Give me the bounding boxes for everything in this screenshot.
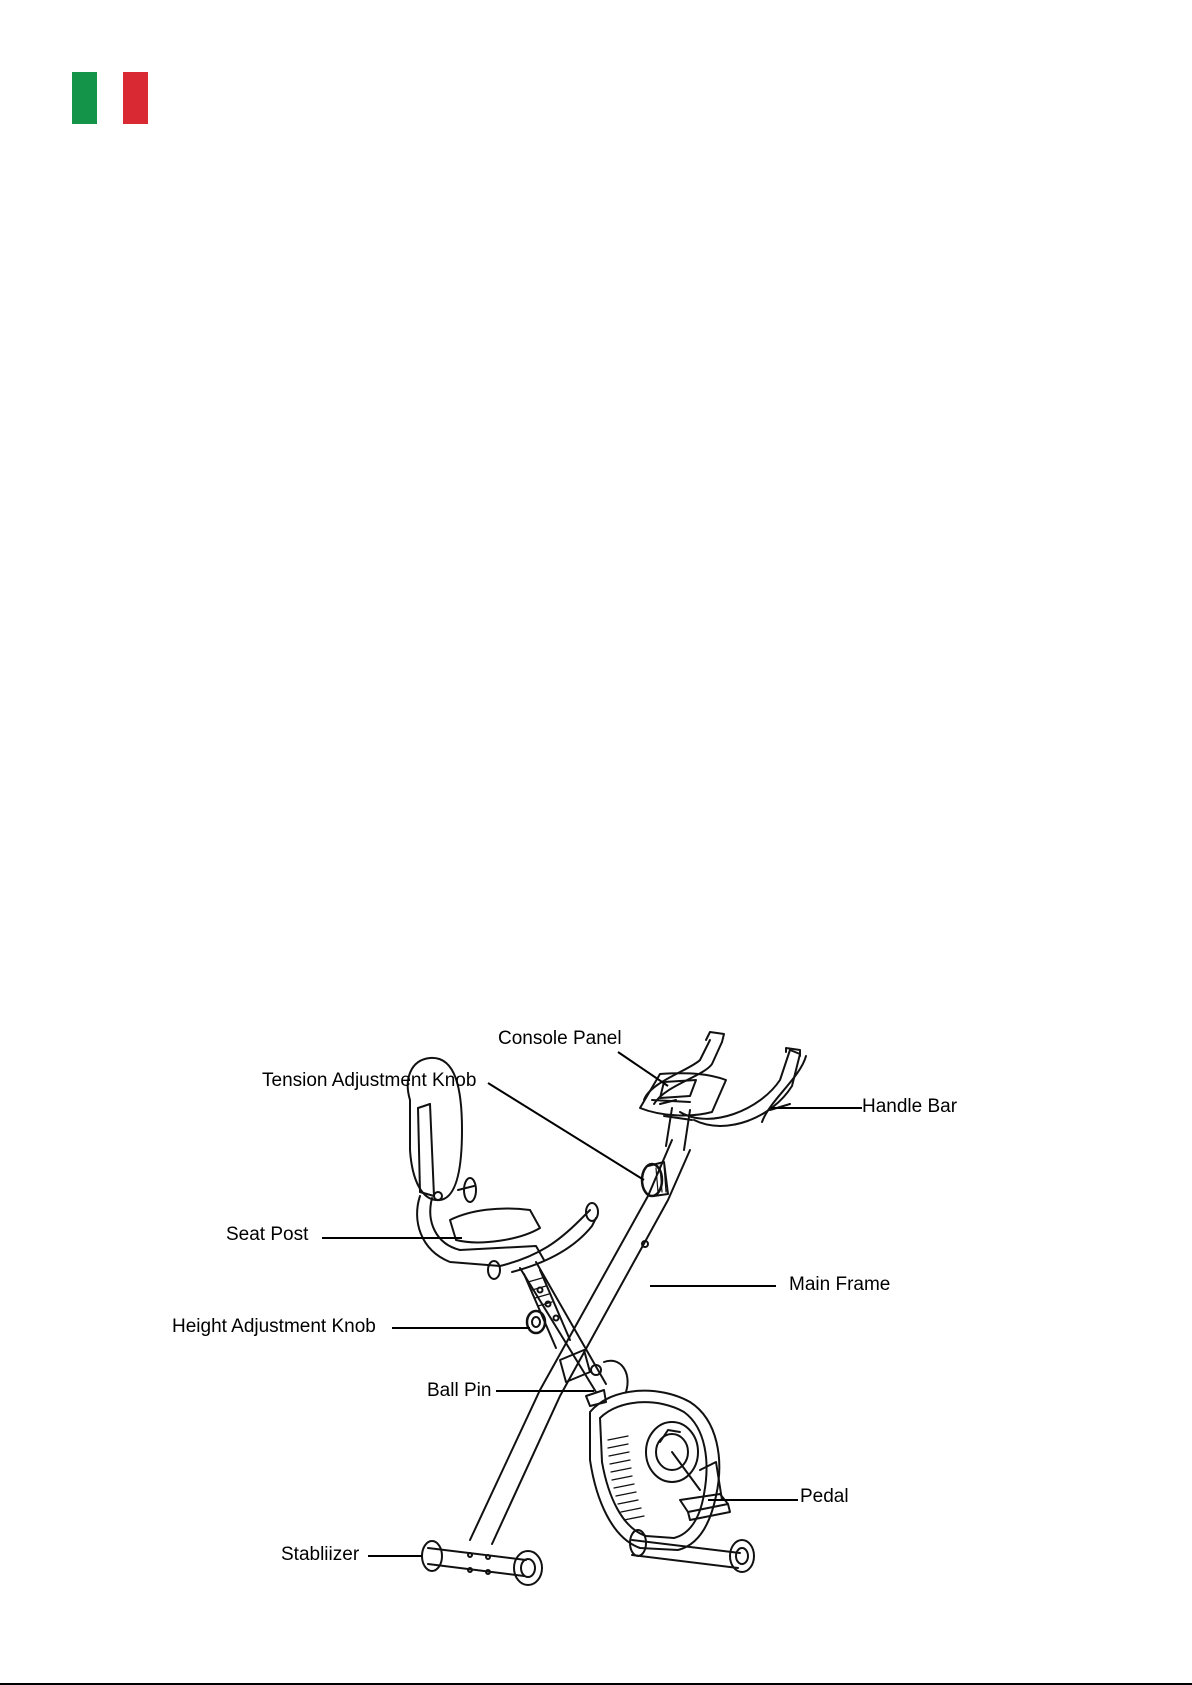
label-console-panel: Console Panel xyxy=(498,1028,622,1049)
label-handle-bar: Handle Bar xyxy=(862,1096,958,1117)
label-seat-post: Seat Post xyxy=(226,1224,309,1245)
label-pedal: Pedal xyxy=(800,1486,849,1507)
main-frame-tube xyxy=(470,1140,690,1544)
height-knob-shape xyxy=(527,1311,545,1333)
label-ball-pin: Ball Pin xyxy=(427,1380,492,1401)
rear-stabilizer xyxy=(422,1541,542,1585)
leader-lines xyxy=(322,1052,862,1556)
console-panel-shape xyxy=(640,1073,726,1115)
label-tension-adjustment-knob: Tension Adjustment Knob xyxy=(262,1070,477,1091)
label-height-adjustment-knob: Height Adjustment Knob xyxy=(172,1316,376,1337)
label-stabilizer: Stabliizer xyxy=(281,1544,360,1565)
label-main-frame: Main Frame xyxy=(789,1274,891,1295)
